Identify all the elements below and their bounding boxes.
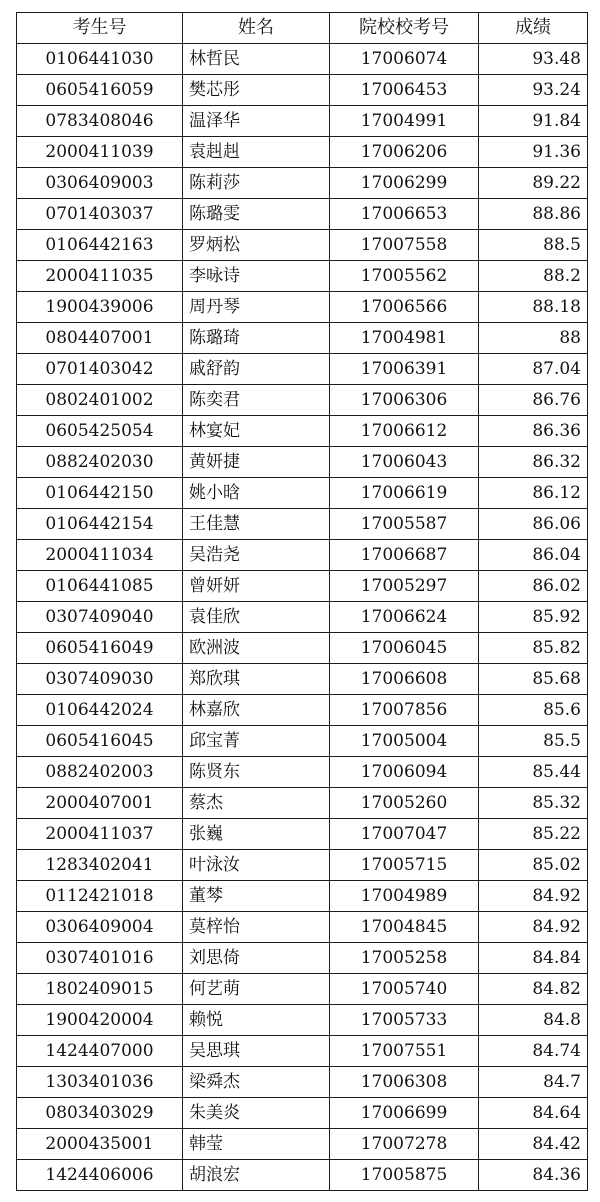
score-cell: 85.92 xyxy=(479,602,588,633)
score-cell: 91.36 xyxy=(479,137,588,168)
student-name-cell: 赖悦 xyxy=(183,1005,330,1036)
exam-number-cell: 0803403029 xyxy=(17,1098,183,1129)
table-row xyxy=(17,106,588,137)
exam-number-cell: 0802401002 xyxy=(17,385,183,416)
table-row xyxy=(17,416,588,447)
exam-number-cell: 0106441085 xyxy=(17,571,183,602)
table-row xyxy=(17,168,588,199)
exam-number-cell: 0112421018 xyxy=(17,881,183,912)
exam-number-cell: 0106442154 xyxy=(17,509,183,540)
score-cell: 85.32 xyxy=(479,788,588,819)
student-name-cell: 朱美炎 xyxy=(183,1098,330,1129)
student-name-cell: 叶泳汝 xyxy=(183,850,330,881)
school-exam-number-cell: 17006566 xyxy=(330,292,479,323)
student-name-cell: 林哲民 xyxy=(183,44,330,75)
student-name-cell: 袁赳赳 xyxy=(183,137,330,168)
student-name-cell: 姚小晗 xyxy=(183,478,330,509)
student-name-cell: 温泽华 xyxy=(183,106,330,137)
exam-number-cell: 2000411037 xyxy=(17,819,183,850)
table-row xyxy=(17,323,588,354)
table-row xyxy=(17,44,588,75)
exam-number-cell: 0106442163 xyxy=(17,230,183,261)
student-name-cell: 陈奕君 xyxy=(183,385,330,416)
table-row xyxy=(17,819,588,850)
score-cell: 86.02 xyxy=(479,571,588,602)
score-cell: 88 xyxy=(479,323,588,354)
score-cell: 89.22 xyxy=(479,168,588,199)
score-cell: 85.02 xyxy=(479,850,588,881)
exam-number-cell: 2000411035 xyxy=(17,261,183,292)
school-exam-number-cell: 17006391 xyxy=(330,354,479,385)
exam-number-cell: 1283402041 xyxy=(17,850,183,881)
header-score: 成绩 xyxy=(479,13,588,44)
exam-number-cell: 0882402003 xyxy=(17,757,183,788)
exam-number-cell: 1802409015 xyxy=(17,974,183,1005)
student-name-cell: 陈璐雯 xyxy=(183,199,330,230)
score-cell: 86.36 xyxy=(479,416,588,447)
student-name-cell: 袁佳欣 xyxy=(183,602,330,633)
score-cell: 88.5 xyxy=(479,230,588,261)
student-name-cell: 何艺萌 xyxy=(183,974,330,1005)
school-exam-number-cell: 17006624 xyxy=(330,602,479,633)
exam-number-cell: 0882402030 xyxy=(17,447,183,478)
table-row xyxy=(17,695,588,726)
table-row xyxy=(17,1005,588,1036)
header-exam-number: 考生号 xyxy=(17,13,183,44)
exam-number-cell: 0106442150 xyxy=(17,478,183,509)
table-row xyxy=(17,757,588,788)
exam-number-cell: 0605416059 xyxy=(17,75,183,106)
score-cell: 85.68 xyxy=(479,664,588,695)
table-row xyxy=(17,788,588,819)
score-cell: 86.06 xyxy=(479,509,588,540)
school-exam-number-cell: 17007551 xyxy=(330,1036,479,1067)
table-row xyxy=(17,540,588,571)
school-exam-number-cell: 17006687 xyxy=(330,540,479,571)
student-name-cell: 欧洲波 xyxy=(183,633,330,664)
school-exam-number-cell: 17004845 xyxy=(330,912,479,943)
exam-number-cell: 2000411039 xyxy=(17,137,183,168)
student-name-cell: 王佳慧 xyxy=(183,509,330,540)
student-name-cell: 韩莹 xyxy=(183,1129,330,1160)
table-row xyxy=(17,850,588,881)
table-row xyxy=(17,261,588,292)
score-cell: 91.84 xyxy=(479,106,588,137)
table-row xyxy=(17,974,588,1005)
table-row xyxy=(17,199,588,230)
school-exam-number-cell: 17005587 xyxy=(330,509,479,540)
school-exam-number-cell: 17005258 xyxy=(330,943,479,974)
student-name-cell: 董棽 xyxy=(183,881,330,912)
table-row xyxy=(17,1129,588,1160)
exam-number-cell: 0106441030 xyxy=(17,44,183,75)
exam-number-cell: 0605416049 xyxy=(17,633,183,664)
table-row xyxy=(17,1036,588,1067)
student-name-cell: 罗炳松 xyxy=(183,230,330,261)
exam-number-cell: 0306409004 xyxy=(17,912,183,943)
score-table xyxy=(16,12,588,1191)
school-exam-number-cell: 17006043 xyxy=(330,447,479,478)
exam-number-cell: 1424407000 xyxy=(17,1036,183,1067)
table-header xyxy=(17,13,588,44)
student-name-cell: 樊芯彤 xyxy=(183,75,330,106)
student-name-cell: 周丹琴 xyxy=(183,292,330,323)
student-name-cell: 曾妍妍 xyxy=(183,571,330,602)
table-row xyxy=(17,478,588,509)
school-exam-number-cell: 17006619 xyxy=(330,478,479,509)
header-name: 姓名 xyxy=(183,13,330,44)
school-exam-number-cell: 17006612 xyxy=(330,416,479,447)
student-name-cell: 胡浪宏 xyxy=(183,1160,330,1191)
score-cell: 84.82 xyxy=(479,974,588,1005)
table-row xyxy=(17,1067,588,1098)
table-row xyxy=(17,509,588,540)
school-exam-number-cell: 17006699 xyxy=(330,1098,479,1129)
score-cell: 88.2 xyxy=(479,261,588,292)
school-exam-number-cell: 17006206 xyxy=(330,137,479,168)
score-cell: 84.84 xyxy=(479,943,588,974)
school-exam-number-cell: 17005260 xyxy=(330,788,479,819)
student-name-cell: 黄妍捷 xyxy=(183,447,330,478)
exam-number-cell: 2000435001 xyxy=(17,1129,183,1160)
table-row xyxy=(17,943,588,974)
student-name-cell: 陈莉莎 xyxy=(183,168,330,199)
score-cell: 85.44 xyxy=(479,757,588,788)
school-exam-number-cell: 17005715 xyxy=(330,850,479,881)
student-name-cell: 林宴妃 xyxy=(183,416,330,447)
exam-number-cell: 1900439006 xyxy=(17,292,183,323)
student-name-cell: 吴思琪 xyxy=(183,1036,330,1067)
school-exam-number-cell: 17004981 xyxy=(330,323,479,354)
exam-number-cell: 0306409003 xyxy=(17,168,183,199)
table-row xyxy=(17,633,588,664)
school-exam-number-cell: 17006074 xyxy=(330,44,479,75)
exam-number-cell: 0783408046 xyxy=(17,106,183,137)
score-cell: 88.86 xyxy=(479,199,588,230)
exam-number-cell: 1303401036 xyxy=(17,1067,183,1098)
school-exam-number-cell: 17006299 xyxy=(330,168,479,199)
student-name-cell: 戚舒韵 xyxy=(183,354,330,385)
score-cell: 86.12 xyxy=(479,478,588,509)
score-cell: 84.92 xyxy=(479,881,588,912)
score-cell: 86.76 xyxy=(479,385,588,416)
student-name-cell: 吴浩尧 xyxy=(183,540,330,571)
score-cell: 84.74 xyxy=(479,1036,588,1067)
school-exam-number-cell: 17005004 xyxy=(330,726,479,757)
header-school-exam-number: 院校校考号 xyxy=(330,13,479,44)
score-cell: 85.6 xyxy=(479,695,588,726)
student-name-cell: 刘思倚 xyxy=(183,943,330,974)
exam-number-cell: 0804407001 xyxy=(17,323,183,354)
student-name-cell: 张巍 xyxy=(183,819,330,850)
school-exam-number-cell: 17005740 xyxy=(330,974,479,1005)
exam-number-cell: 0701403037 xyxy=(17,199,183,230)
school-exam-number-cell: 17006308 xyxy=(330,1067,479,1098)
table-row xyxy=(17,602,588,633)
table-body xyxy=(17,44,588,1191)
table-row xyxy=(17,292,588,323)
student-name-cell: 林嘉欣 xyxy=(183,695,330,726)
table-row xyxy=(17,571,588,602)
school-exam-number-cell: 17007558 xyxy=(330,230,479,261)
school-exam-number-cell: 17007047 xyxy=(330,819,479,850)
score-cell: 84.36 xyxy=(479,1160,588,1191)
table-row xyxy=(17,137,588,168)
exam-number-cell: 0701403042 xyxy=(17,354,183,385)
school-exam-number-cell: 17004991 xyxy=(330,106,479,137)
table-row xyxy=(17,385,588,416)
score-cell: 87.04 xyxy=(479,354,588,385)
school-exam-number-cell: 17007278 xyxy=(330,1129,479,1160)
student-name-cell: 李咏诗 xyxy=(183,261,330,292)
exam-number-cell: 2000411034 xyxy=(17,540,183,571)
school-exam-number-cell: 17006094 xyxy=(330,757,479,788)
exam-number-cell: 0106442024 xyxy=(17,695,183,726)
school-exam-number-cell: 17006045 xyxy=(330,633,479,664)
exam-number-cell: 1424406006 xyxy=(17,1160,183,1191)
score-cell: 84.42 xyxy=(479,1129,588,1160)
exam-number-cell: 0605425054 xyxy=(17,416,183,447)
score-cell: 84.92 xyxy=(479,912,588,943)
school-exam-number-cell: 17006653 xyxy=(330,199,479,230)
exam-number-cell: 0307409030 xyxy=(17,664,183,695)
score-cell: 85.5 xyxy=(479,726,588,757)
score-cell: 85.22 xyxy=(479,819,588,850)
student-name-cell: 蔡杰 xyxy=(183,788,330,819)
school-exam-number-cell: 17004989 xyxy=(330,881,479,912)
school-exam-number-cell: 17005297 xyxy=(330,571,479,602)
student-name-cell: 邱宝菁 xyxy=(183,726,330,757)
score-cell: 85.82 xyxy=(479,633,588,664)
table-row xyxy=(17,1098,588,1129)
exam-number-cell: 2000407001 xyxy=(17,788,183,819)
table-row xyxy=(17,354,588,385)
header-row xyxy=(17,13,588,44)
score-cell: 88.18 xyxy=(479,292,588,323)
score-cell: 86.04 xyxy=(479,540,588,571)
student-name-cell: 陈璐琦 xyxy=(183,323,330,354)
score-cell: 86.32 xyxy=(479,447,588,478)
score-cell: 84.8 xyxy=(479,1005,588,1036)
score-cell: 93.24 xyxy=(479,75,588,106)
table-row xyxy=(17,912,588,943)
student-name-cell: 郑欣琪 xyxy=(183,664,330,695)
student-name-cell: 陈贤东 xyxy=(183,757,330,788)
school-exam-number-cell: 17005562 xyxy=(330,261,479,292)
table-row xyxy=(17,75,588,106)
exam-number-cell: 0605416045 xyxy=(17,726,183,757)
school-exam-number-cell: 17006608 xyxy=(330,664,479,695)
score-cell: 84.7 xyxy=(479,1067,588,1098)
student-name-cell: 莫梓怡 xyxy=(183,912,330,943)
score-cell: 93.48 xyxy=(479,44,588,75)
table-row xyxy=(17,230,588,261)
school-exam-number-cell: 17005733 xyxy=(330,1005,479,1036)
score-cell: 84.64 xyxy=(479,1098,588,1129)
student-name-cell: 梁舜杰 xyxy=(183,1067,330,1098)
table-row xyxy=(17,664,588,695)
school-exam-number-cell: 17006306 xyxy=(330,385,479,416)
exam-number-cell: 0307409040 xyxy=(17,602,183,633)
school-exam-number-cell: 17007856 xyxy=(330,695,479,726)
table-row xyxy=(17,726,588,757)
table-row xyxy=(17,881,588,912)
table-row xyxy=(17,447,588,478)
table-row xyxy=(17,1160,588,1191)
school-exam-number-cell: 17006453 xyxy=(330,75,479,106)
exam-number-cell: 1900420004 xyxy=(17,1005,183,1036)
school-exam-number-cell: 17005875 xyxy=(330,1160,479,1191)
exam-number-cell: 0307401016 xyxy=(17,943,183,974)
